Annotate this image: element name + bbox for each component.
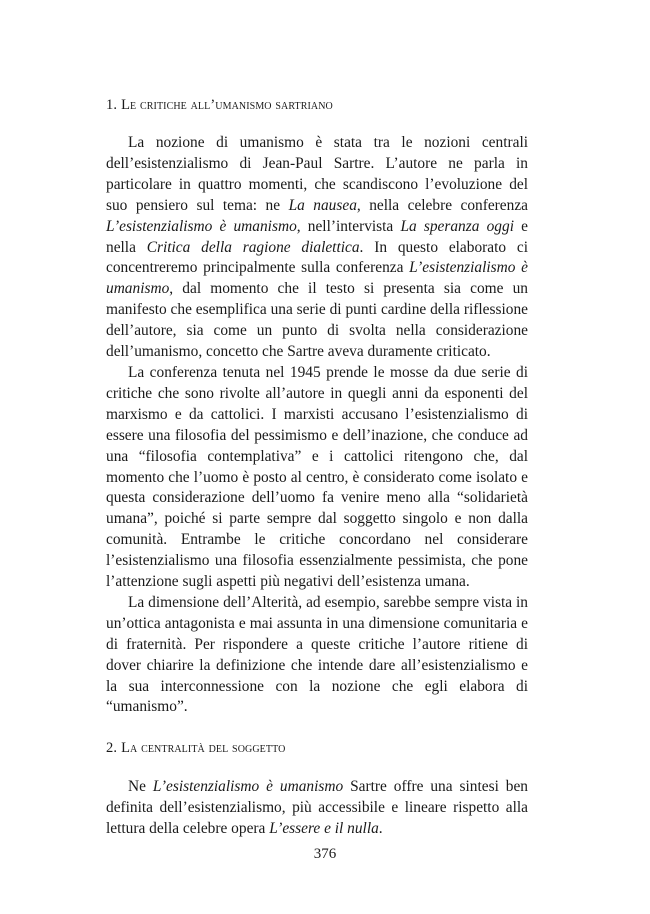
section-title: Le critiche all’umanismo sartriano — [121, 97, 333, 113]
section-heading-1 — [106, 96, 528, 114]
text-run: Sartre offre una sintesi ben definita dell’esistenzialismo, più accessibile e lineare rispetto alla lettura della celebre opera — [106, 778, 529, 838]
italic-title: Critica della ragione dialettica — [146, 238, 360, 256]
italic-title: L’esistenzialismo è umanismo — [152, 778, 344, 796]
text-run: La nozione di umanismo è stata tra le nozioni centrali dell’esistenzialismo di Jean-Paul Sartre. L’autore ne parla in particolare in quattro momenti, che scandiscono l’evoluzione del suo pensiero sul tema: ne — [106, 134, 528, 214]
text-run: , nell’intervista — [296, 217, 401, 235]
paragraph — [106, 363, 528, 593]
section-number: 1. — [106, 97, 118, 113]
text-run: e nella — [106, 217, 528, 256]
text-run: . — [378, 820, 383, 838]
text-run: La conferenza tenuta nel 1945 prende le mosse da due serie di critiche che sono rivolte all’autore in quegli anni da esponenti del marxismo e da cattolici. I marxisti accusano l’esistenzialismo di essere una filosofia del pessimismo e dell’inazione, che conduce ad una “filosofia contemplativa” e i cattolici ritengono che, dal momento che l’uomo è posto al centro, è considerato come isolato e questa considerazione dell’uomo fa venire meno alla “solidarietà umana”, poiché si parte sempre dal soggetto singolo e non dalla comunità. Entrambe le critiche concordano nel considerare l’esistenzialismo una filosofia essenzialmente pessimista, che pone l’attenzione sugli aspetti più negativi dell’esistenza umana. — [106, 363, 528, 591]
paragraph — [106, 593, 528, 718]
text-run: , dal momento che il testo si presenta sia come un manifesto che esemplifica una serie di punti cardine della riflessione dell’autore, sia come un punto di svolta nella considerazione dell’umanismo, concetto che Sartre aveva duramente criticato. — [106, 280, 528, 361]
text-run: . In questo elaborato ci concentreremo principalmente sulla conferenza — [106, 238, 528, 277]
page-number: 376 — [313, 846, 337, 862]
section-heading-2 — [106, 739, 528, 757]
text-run: La dimensione dell’Alterità, ad esempio, sarebbe sempre vista in un’ottica antagonista e mai assunta in una dimensione comunitaria e di fraternità. Per rispondere a queste critiche l’autore ritiene di dover chiarire la definizione che intende dare all’esistenzialismo e la sua interconnessione con la nozione che egli elabora di “umanismo”. — [106, 593, 528, 716]
italic-title: La nausea — [288, 196, 357, 214]
italic-title: L’essere e il nulla — [269, 820, 379, 838]
paragraph — [106, 133, 528, 363]
text-run: , nella celebre conferenza — [356, 196, 528, 214]
section-title: La centralità del soggetto — [121, 740, 286, 757]
italic-title: La speranza oggi — [400, 217, 514, 235]
paragraph — [106, 777, 528, 840]
section-2-body — [106, 777, 528, 840]
text-run: Ne — [128, 778, 153, 796]
page-content — [106, 96, 528, 840]
italic-title: L’esistenzialismo è umanismo — [106, 217, 297, 235]
italic-title: L’esistenzialismo è umanismo — [106, 259, 528, 298]
section-1-body — [106, 133, 528, 718]
section-number: 2. — [106, 740, 118, 757]
